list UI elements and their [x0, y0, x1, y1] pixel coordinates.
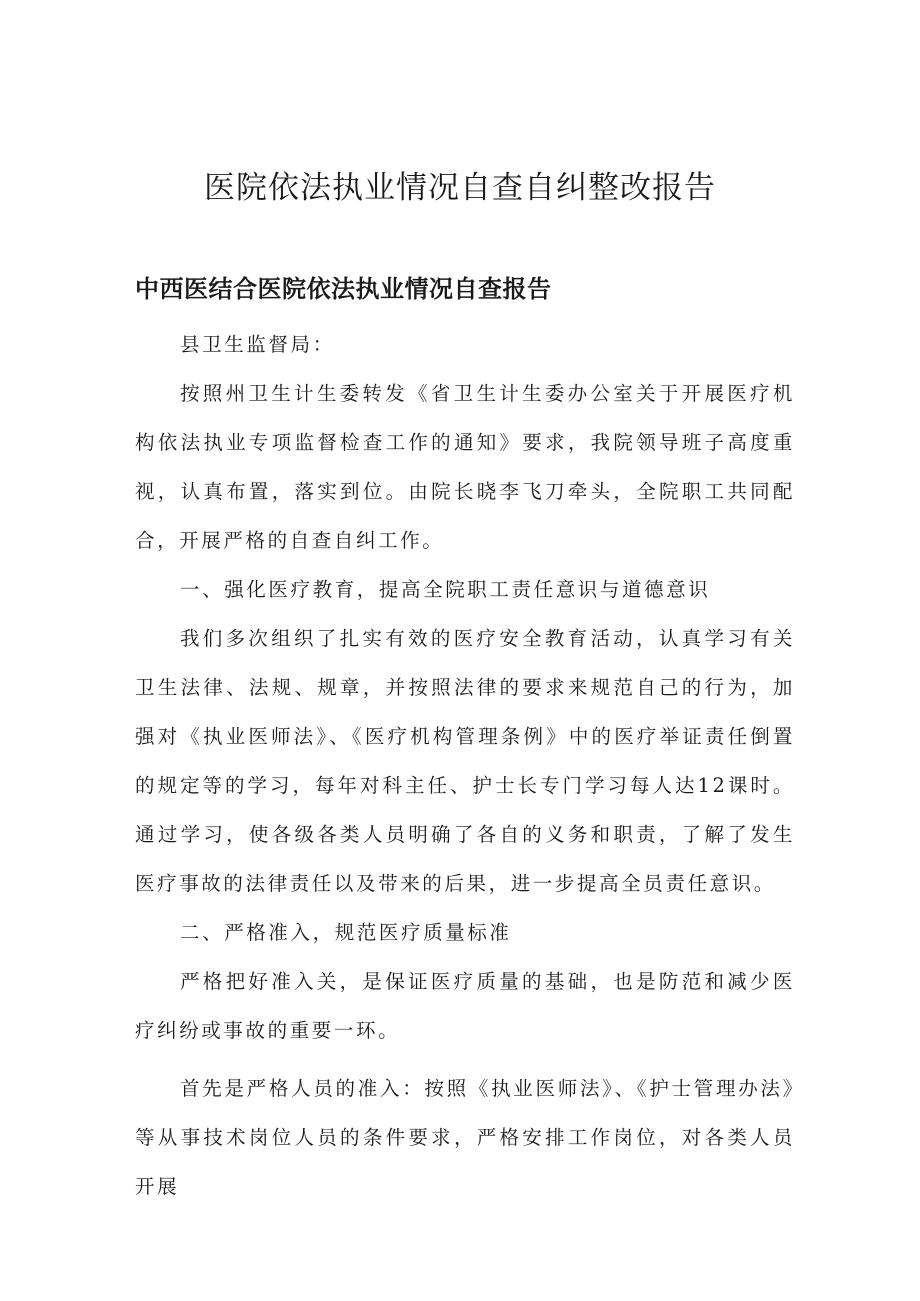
report-subtitle: 中西医结合医院依法执业情况自查报告 — [135, 275, 552, 303]
document-body — [135, 320, 795, 1211]
section-heading-2: 二、严格准入，规范医疗质量标准 — [180, 921, 512, 944]
paragraph-personnel: 首先是严格人员的准入：按照《执业医师法》、《护士管理办法》等从事技术岗位人员的条件要求，严格安排工作岗位，对各类人员开展 — [135, 1077, 795, 1198]
paragraph-admission: 严格把好准入关，是保证医疗质量的基础，也是防范和减少医疗纠纷或事故的重要一环。 — [135, 970, 795, 1042]
section-heading-1: 一、强化医疗教育，提高全院职工责任意识与道德意识 — [180, 578, 711, 601]
paragraph-education: 我们多次组织了扎实有效的医疗安全教育活动，认真学习有关卫生法律、法规、规章，并按照法律的要求来规范自己的行为，加强对《执业医师法》、《医疗机构管理条例》中的医疗举证责任倒置的规定等的学习，每年对科主任、护士长专门学习每人达12课时。通过学习，使各级各类人员明确了各自的义务和职责，了解了发生医疗事故的法律责任以及带来的后果，进一步提高全员责任意识。 — [135, 627, 795, 895]
document-title: 医院依法执业情况自查自纠整改报告 — [204, 170, 716, 206]
salutation: 县卫生监督局： — [180, 333, 335, 356]
paragraph-intro: 按照州卫生计生委转发《省卫生计生委办公室关于开展医疗机构依法执业专项监督检查工作的通知》要求，我院领导班子高度重视，认真布置，落实到位。由院长晓李飞刀牵头，全院职工共同配合，开展严格的自查自纠工作。 — [135, 382, 795, 552]
